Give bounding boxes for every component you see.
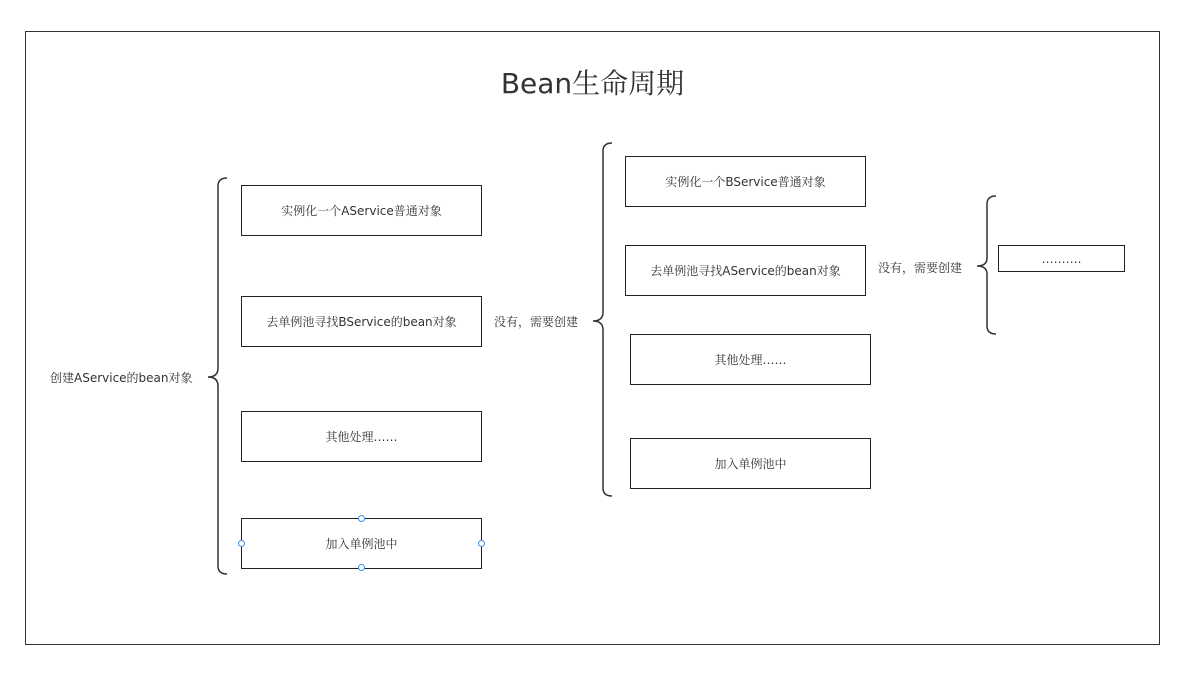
step-box-a2-label: 去单例池寻找BService的bean对象	[266, 315, 457, 329]
root-label: 创建AService的bean对象	[50, 371, 193, 385]
step-box-c1-label: ……….	[1041, 251, 1082, 266]
selection-handle-right[interactable]	[478, 540, 485, 547]
branch-label-level1: 没有，需要创建	[494, 315, 579, 329]
step-box-b3[interactable]	[630, 334, 871, 385]
step-box-a4-label: 加入单例池中	[325, 537, 398, 551]
step-box-c1[interactable]	[998, 245, 1125, 272]
brace-level2	[593, 143, 612, 496]
diagram-title: Bean生命周期	[500, 67, 685, 100]
step-box-b2-label: 去单例池寻找AService的bean对象	[650, 264, 841, 278]
branch-label-level2: 没有，需要创建	[878, 261, 963, 275]
step-box-b4[interactable]	[630, 438, 871, 489]
step-box-a4[interactable]	[241, 518, 482, 569]
step-box-a1-label: 实例化一个AService普通对象	[281, 204, 442, 218]
step-box-b1[interactable]	[625, 156, 866, 207]
brace-level1	[208, 178, 227, 574]
step-box-b4-label: 加入单例池中	[714, 457, 787, 471]
selection-handle-bottom[interactable]	[358, 564, 365, 571]
step-box-b2[interactable]	[625, 245, 866, 296]
selection-handle-left[interactable]	[238, 540, 245, 547]
step-box-a1[interactable]	[241, 185, 482, 236]
brace-level3	[977, 196, 996, 334]
step-box-b1-label: 实例化一个BService普通对象	[665, 175, 826, 189]
step-box-a3[interactable]	[241, 411, 482, 462]
step-box-a2[interactable]	[241, 296, 482, 347]
selection-handle-top[interactable]	[358, 515, 365, 522]
step-box-b3-label: 其他处理……	[714, 353, 787, 367]
step-box-a3-label: 其他处理……	[325, 430, 398, 444]
